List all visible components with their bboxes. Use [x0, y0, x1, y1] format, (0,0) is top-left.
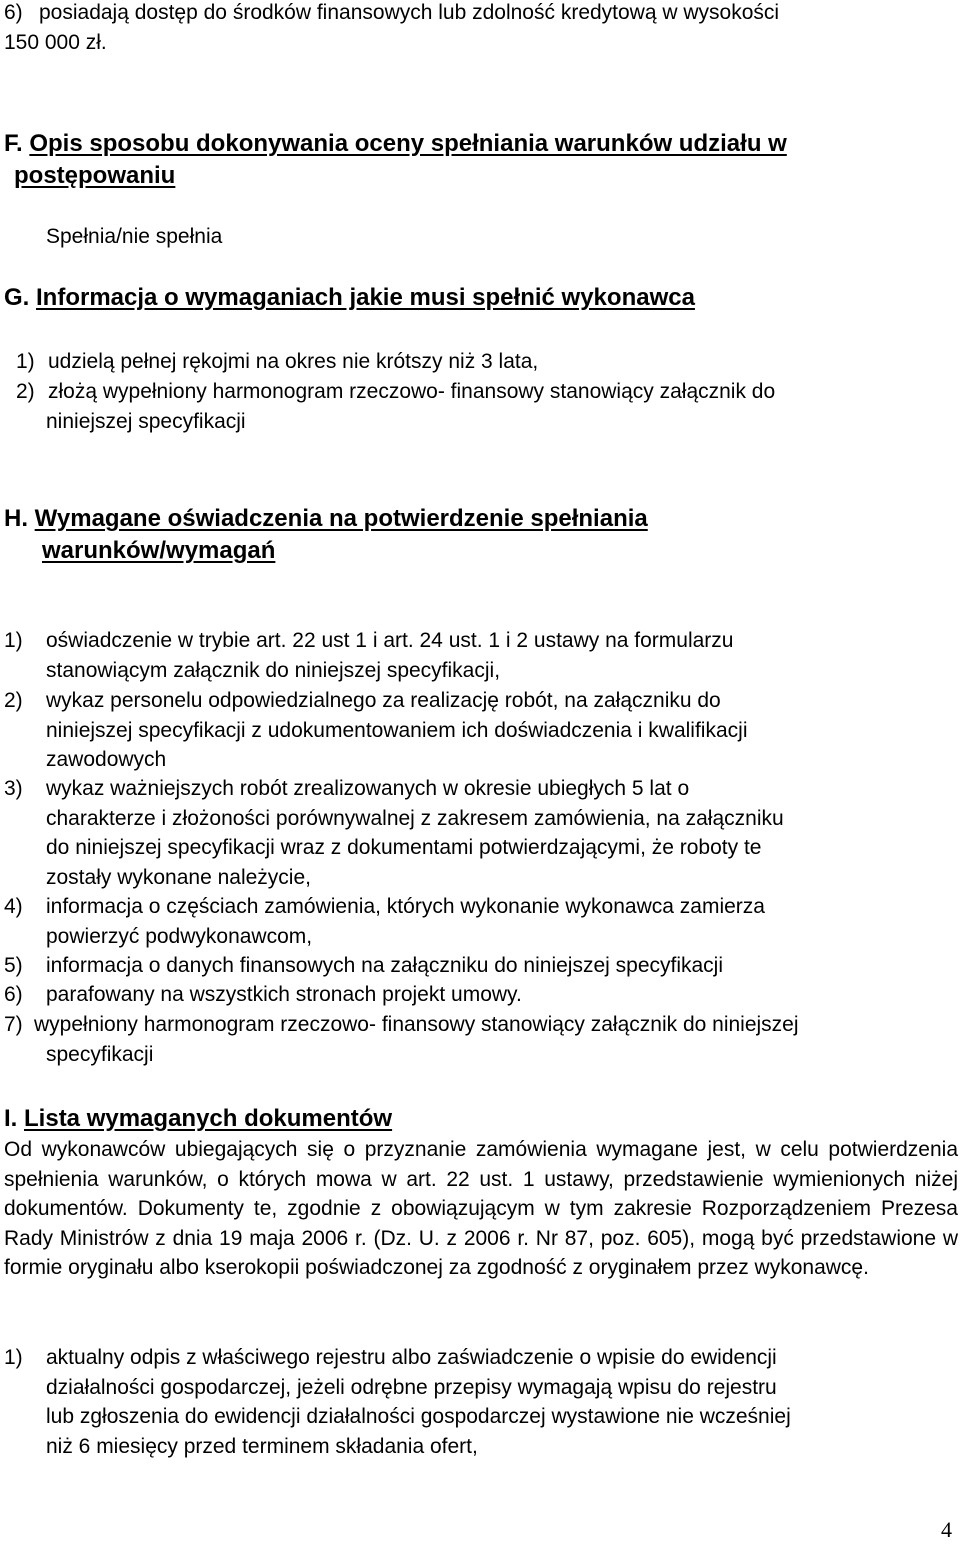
section-heading-h-cont	[42, 535, 275, 566]
list-item-line: oświadczenie w trybie art. 22 ust 1 i art. 24 ust. 1 i 2 ustawy na formularzu	[46, 629, 734, 652]
list-item-line: działalności gospodarczej, jeżeli odrębne przepisy wymagają wpisu do rejestru	[46, 1375, 777, 1399]
list-item-number: 1)	[16, 350, 35, 373]
list-item-line: niż 6 miesięcy przed terminem składania ofert,	[46, 1434, 478, 1458]
section-title: Informacja o wymaganiach jakie musi spełnić wykonawca	[36, 284, 695, 311]
list-item	[4, 1010, 799, 1069]
list-item-line: parafowany na wszystkich stronach projekt umowy.	[46, 983, 522, 1006]
list-item-number: 4)	[4, 895, 23, 918]
list-item-line: złożą wypełniony harmonogram rzeczowo- finansowy stanowiący załącznik do	[48, 380, 776, 403]
section-title-line: Wymagane oświadczenia na potwierdzenie spełniania	[34, 505, 648, 532]
list-item-line: aktualny odpis z właściwego rejestru albo zaświadczenie o wpisie do ewidencji	[46, 1346, 777, 1369]
list-item-number: 2)	[4, 689, 23, 712]
section-heading-f	[4, 128, 787, 159]
list-item-line: niniejszej specyfikacji z udokumentowaniem ich doświadczenia i kwalifikacji	[46, 718, 748, 742]
list-item-number: 1)	[4, 629, 23, 652]
list-item-number: 6)	[4, 983, 23, 1006]
list-item-line: stanowiącym załącznik do niniejszej specyfikacji,	[46, 658, 501, 682]
section-title-line: warunków/wymagań	[42, 537, 276, 564]
list-item	[4, 980, 522, 1010]
section-title: Lista wymaganych dokumentów	[24, 1105, 393, 1132]
list-item-line: charakterze i złożoności porównywalnej z zakresem zamówienia, na załączniku	[46, 806, 784, 830]
section-heading-h	[4, 503, 648, 534]
list-item-number: 7)	[4, 1013, 23, 1036]
list-item-line: posiadają dostęp do środków finansowych lub zdolność kredytową w wysokości	[39, 1, 780, 24]
section-letter: I.	[4, 1105, 18, 1132]
list-item-line: powierzyć podwykonawcom,	[46, 924, 313, 948]
section-title-line: Opis sposobu dokonywania oceny spełniania warunków udziału w	[29, 130, 787, 157]
list-item-line: wypełniony harmonogram rzeczowo- finansowy stanowiący załącznik do niniejszej	[34, 1013, 799, 1036]
section-paragraph: Od wykonawców ubiegających się o przyznanie zamówienia wymagane jest, w celu potwierdzenia spełnienia warunków, o których mowa w art. 22 ust. 1 ustawy, przedstawienie wymienionych niżej dokumentów. Dokumenty te, zgodnie z obowiązującym w tym zakresie Rozporządzeniem Prezesa Rady Ministrów z dnia 19 maja 2006 r. (Dz. U. z 2006 r. Nr 87, poz. 605), mogą być przedstawione w formie oryginału albo kserokopii poświadczonej za zgodność z oryginałem przez wykonawcę.	[4, 1138, 958, 1279]
list-item-line: specyfikacji	[46, 1042, 154, 1066]
section-title-line: postępowaniu	[14, 162, 176, 189]
list-item	[4, 774, 784, 892]
list-item-line: niniejszej specyfikacji	[46, 409, 246, 433]
list-item-number: 5)	[4, 954, 23, 977]
section-letter: G.	[4, 284, 30, 311]
list-item-line: wykaz ważniejszych robót zrealizowanych w okresie ubiegłych 5 lat o	[46, 777, 690, 800]
section-heading-f-cont	[14, 160, 175, 191]
list-item	[16, 347, 538, 377]
list-item	[4, 686, 747, 775]
section-body-text: Spełnia/nie spełnia	[46, 225, 223, 248]
list-item-line: informacja o częściach zamówienia, których wykonanie wykonawca zamierza	[46, 895, 765, 918]
list-item-line: zawodowych	[46, 748, 167, 771]
list-item-line: do niniejszej specyfikacji wraz z dokumentami potwierdzającymi, że roboty te	[46, 836, 762, 859]
list-item-line: wykaz personelu odpowiedzialnego za realizację robót, na załączniku do	[46, 689, 721, 712]
list-item-line: udzielą pełnej rękojmi na okres nie krótszy niż 3 lata,	[48, 350, 539, 373]
list-item	[16, 377, 775, 436]
list-item-number: 1)	[4, 1346, 23, 1369]
list-item	[4, 1343, 791, 1461]
list-item	[4, 892, 765, 951]
list-item-line: informacja o danych finansowych na załączniku do niniejszej specyfikacji	[46, 954, 724, 977]
section-letter: H.	[4, 505, 28, 532]
list-item	[4, 951, 723, 981]
list-item-number: 3)	[4, 777, 23, 800]
section-letter: F.	[4, 130, 23, 157]
page-number: 4	[941, 1517, 952, 1542]
list-item	[4, 0, 954, 57]
list-item-line: zostały wykonane należycie,	[46, 865, 311, 889]
list-item-line: lub zgłoszenia do ewidencji działalności gospodarczej wystawione nie wcześniej	[46, 1405, 791, 1428]
list-item-line: 150 000 zł.	[4, 30, 107, 54]
list-item	[4, 626, 733, 685]
list-item-number: 6)	[4, 1, 23, 24]
list-item-number: 2)	[16, 380, 35, 403]
section-heading-i	[4, 1103, 392, 1134]
section-heading-g	[4, 282, 695, 313]
